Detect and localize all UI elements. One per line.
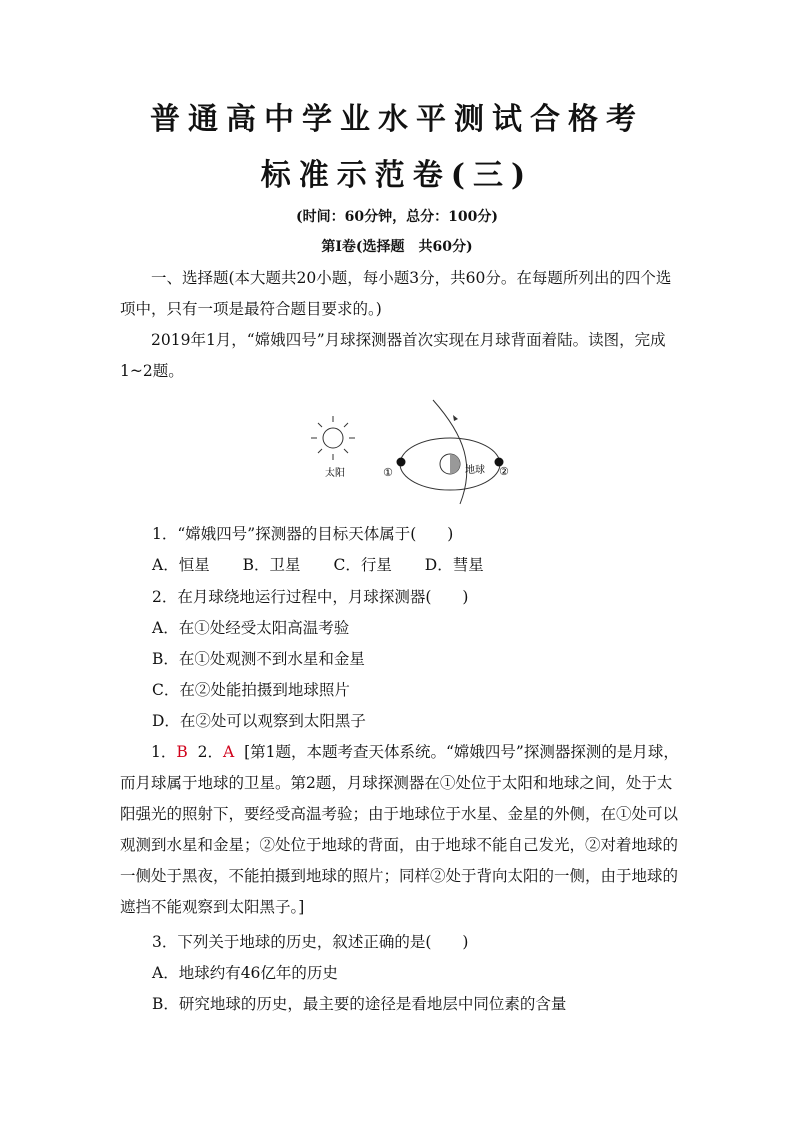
sun-icon [311,416,355,460]
q1-option-d: D．彗星 [424,556,484,574]
q1-option-c: C．行星 [333,556,392,574]
position-1-label: ① [383,466,393,479]
orbit-diagram [305,396,535,506]
q3-option-b: B．研究地球的历史，最主要的途径是看地层中同位素的含量 [152,995,567,1013]
q2-option-d: D．在②处可以观察到太阳黑子 [152,712,366,730]
answer-2-value: A [223,743,235,761]
earth-icon [440,454,460,474]
exam-subtitle: 标准示范卷(三) [260,158,534,193]
question-1-options [152,553,512,575]
q1-option-a: A．恒星 [152,556,210,574]
exam-title: 普通高中学业水平测试合格考 [150,102,644,137]
sun-label: 太阳 [325,468,345,479]
q1-option-b: B．卫星 [242,556,301,574]
answer-2-number: 2． [197,743,223,761]
q2-option-c: C．在②处能拍摄到地球照片 [152,681,350,699]
explanation-text: [第1题，本题考查天体系统。“嫦娥四号”探测器探测的是月球，而月球属于地球的卫星。第2题，月球探测器在①处位于太阳和地球之间，处于太阳强光的照射下，要经受高温考验；由于地球位于水星、金星的外侧，在①处可以观测到水星和金星；②处位于地球的背面，由于地球不能自己发光，②对着地球的一侧处于黑夜，不能拍摄到地球的照片；同样②处于背向太阳的一侧，由于地球的遮挡不能观察到太阳黑子。] [120,743,679,916]
earth-orbit-arc [433,400,467,504]
moon-position-1 [397,458,406,467]
passage: 2019年1月，“嫦娥四号”月球探测器首次实现在月球背面着陆。读图，完成1~2题。 [120,331,666,380]
instructions: 一、选择题(本大题共20小题，每小题3分，共60分。在每题所列出的四个选项中，只有一项是最符合题目要求的。) [120,269,672,318]
position-2-label: ② [499,465,509,478]
answer-1-number: 1． [151,743,177,761]
earth-label: 地球 [465,465,485,476]
answer-1-value: B [176,743,188,761]
time-info: (时间：60分钟，总分：100分) [296,209,498,225]
section-heading: 第Ⅰ卷(选择题 共60分) [321,239,473,255]
answer-explanation [120,737,680,923]
question-3-stem: 3．下列关于地球的历史，叙述正确的是( ) [152,933,469,951]
question-1-stem: 1．“嫦娥四号”探测器的目标天体属于( ) [152,525,454,543]
orbit-arrow-icon [453,415,458,421]
q2-option-b: B．在①处观测不到水星和金星 [152,650,365,668]
q3-option-a: A．地球约有46亿年的历史 [152,964,338,982]
question-2-stem: 2．在月球绕地运行过程中，月球探测器( ) [152,588,469,606]
q2-option-a: A．在①处经受太阳高温考验 [152,619,350,637]
